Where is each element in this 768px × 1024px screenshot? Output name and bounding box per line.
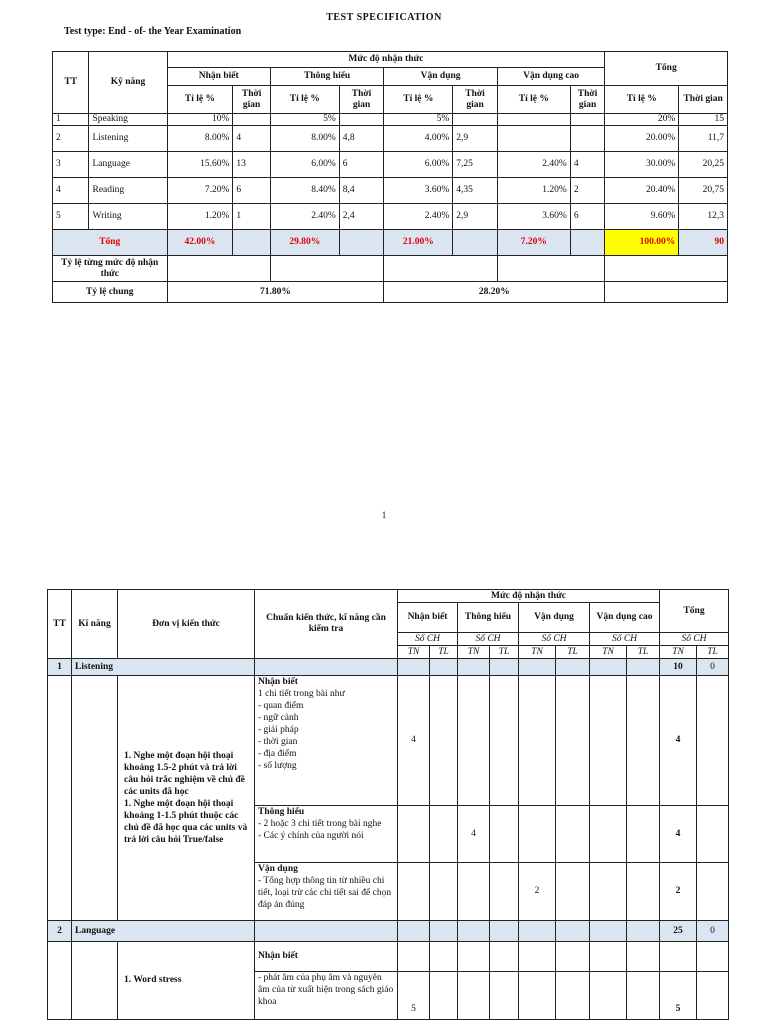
row-time: 6 (233, 178, 270, 204)
ratio-each-cell (270, 256, 383, 282)
row-pct: 5% (384, 114, 453, 126)
empty-cell (519, 972, 556, 1020)
empty-cell (627, 659, 660, 676)
t2-header-total: Tổng (660, 590, 729, 633)
row-time: 4 (570, 152, 604, 178)
standard-line: - địa điểm (258, 749, 297, 759)
row-time (570, 114, 604, 126)
row-skill: Language (89, 152, 167, 178)
empty-cell (430, 863, 458, 921)
row-pct: 20% (605, 114, 679, 126)
empty-cell (458, 921, 490, 942)
section-total-tl: 0 (697, 659, 729, 676)
row-skill: Listening (89, 126, 167, 152)
section-tt: 2 (48, 921, 72, 942)
empty-cell (627, 676, 660, 806)
section-total-tn: 10 (660, 659, 697, 676)
empty-cell (590, 863, 627, 921)
row-time (233, 114, 270, 126)
empty-cell (490, 676, 519, 806)
row-pct: 8.00% (167, 126, 233, 152)
section-tt: 1 (48, 659, 72, 676)
row-pct (497, 126, 570, 152)
t2-tn: TN (398, 646, 430, 659)
row-time: 20,75 (679, 178, 728, 204)
sub-pct: Tỉ lệ % (270, 86, 339, 114)
row-time: 2,9 (453, 204, 498, 230)
t2-tn: TN (590, 646, 627, 659)
empty-cell (519, 676, 556, 806)
ratio-each-label: Tỷ lệ từng mức độ nhận thức (53, 256, 168, 282)
row-pct (497, 114, 570, 126)
empty-cell (398, 921, 430, 942)
empty-cell (458, 863, 490, 921)
listening-standard-recognition (255, 676, 398, 806)
total-value: 4 (660, 676, 697, 806)
empty-cell (697, 806, 729, 863)
row-pct: 5% (270, 114, 339, 126)
total-value: 2 (660, 863, 697, 921)
row-time (453, 114, 498, 126)
sub-time: Thời gian (233, 86, 270, 114)
t2-so-ch: Số CH (660, 633, 729, 646)
listening-standard-comprehension (255, 806, 398, 863)
t2-tl: TL (697, 646, 729, 659)
row-time: 15 (679, 114, 728, 126)
empty-cell (48, 676, 72, 921)
t2-header-unit: Đơn vị kiến thức (118, 590, 255, 659)
value-cell: 4 (458, 806, 490, 863)
empty-cell (72, 942, 118, 1020)
empty-cell (519, 659, 556, 676)
row-time: 2 (570, 178, 604, 204)
standard-line: - thời gian (258, 737, 298, 747)
t2-header-level: Mức độ nhận thức (398, 590, 660, 603)
ratio-each-cell (384, 256, 497, 282)
section-skill: Language (72, 921, 255, 942)
empty-cell (590, 659, 627, 676)
header-level-2: Thông hiểu (270, 68, 383, 86)
row-tt: 3 (53, 152, 89, 178)
empty-cell (255, 659, 398, 676)
row-time: 4 (233, 126, 270, 152)
empty-cell (430, 921, 458, 942)
row-pct: 1.20% (167, 204, 233, 230)
sub-time: Thời gian (679, 86, 728, 114)
total-cell (570, 230, 604, 256)
t2-header-tt: TT (48, 590, 72, 659)
sub-time: Thời gian (453, 86, 498, 114)
ratio-all-right: 28.20% (384, 282, 605, 303)
level-head: Nhận biết (255, 942, 398, 972)
empty-cell (556, 942, 590, 972)
total-cell (233, 230, 270, 256)
language-standard-line: - phát âm của phụ âm và nguyên âm của từ xuất hiện trong sách giáo khoa (255, 972, 398, 1020)
empty-cell (519, 921, 556, 942)
empty-cell (490, 806, 519, 863)
empty-cell (398, 806, 430, 863)
skill-row (53, 152, 728, 178)
empty-cell (660, 942, 697, 972)
ratio-each-cell (497, 256, 604, 282)
standard-line: - giải pháp (258, 725, 299, 735)
row-pct: 15.60% (167, 152, 233, 178)
row-pct: 6.00% (270, 152, 339, 178)
row-time: 4,8 (339, 126, 384, 152)
total-cell-grand: 100.00% (605, 230, 679, 256)
row-skill: Reading (89, 178, 167, 204)
empty-cell (556, 921, 590, 942)
row-pct: 20.40% (605, 178, 679, 204)
t2-tl: TL (556, 646, 590, 659)
sub-time: Thời gian (339, 86, 384, 114)
empty-cell (490, 659, 519, 676)
row-pct: 20.00% (605, 126, 679, 152)
t2-so-ch: Số CH (398, 633, 458, 646)
total-cell (453, 230, 498, 256)
row-pct: 3.60% (384, 178, 453, 204)
row-tt: 5 (53, 204, 89, 230)
row-time: 2,4 (339, 204, 384, 230)
row-time (339, 114, 384, 126)
ratio-each-cell (605, 256, 728, 282)
row-pct: 4.00% (384, 126, 453, 152)
page-number: 1 (381, 510, 387, 520)
empty-cell (430, 942, 458, 972)
empty-cell (430, 806, 458, 863)
total-cell: 7.20% (497, 230, 570, 256)
t2-so-ch: Số CH (519, 633, 590, 646)
row-skill: Writing (89, 204, 167, 230)
empty-cell (519, 942, 556, 972)
row-pct: 9.60% (605, 204, 679, 230)
standard-line: - ngữ cảnh (258, 713, 299, 723)
empty-cell (697, 972, 729, 1020)
standard-line: - số lượng (258, 761, 297, 771)
row-time: 6 (339, 152, 384, 178)
empty-cell (72, 676, 118, 921)
empty-cell (627, 972, 660, 1020)
row-pct: 2.40% (384, 204, 453, 230)
row-time: 2,9 (453, 126, 498, 152)
skill-row (53, 204, 728, 230)
sub-pct: Tỉ lệ % (497, 86, 570, 114)
ratio-all-label: Tỷ lệ chung (53, 282, 168, 303)
value-cell: 4 (398, 676, 430, 806)
total-cell (339, 230, 384, 256)
empty-cell (590, 921, 627, 942)
empty-cell (458, 659, 490, 676)
row-pct: 6.00% (384, 152, 453, 178)
header-level: Mức độ nhận thức (167, 52, 605, 68)
row-pct: 30.00% (605, 152, 679, 178)
row-pct: 8.40% (270, 178, 339, 204)
header-level-3: Vận dụng (384, 68, 497, 86)
empty-cell (697, 863, 729, 921)
empty-cell (398, 942, 430, 972)
level-head: Thông hiểu (258, 807, 305, 817)
standard-line: - 2 hoặc 3 chi tiết trong bài nghe (258, 819, 382, 829)
t2-level-2: Thông hiểu (458, 603, 519, 633)
empty-cell (627, 806, 660, 863)
level-head: Vận dụng (258, 864, 298, 874)
section-total-tl: 0 (697, 921, 729, 942)
t2-so-ch: Số CH (458, 633, 519, 646)
empty-cell (255, 921, 398, 942)
empty-cell (556, 972, 590, 1020)
row-time: 12,3 (679, 204, 728, 230)
ratio-all-left: 71.80% (167, 282, 384, 303)
row-skill: Speaking (89, 114, 167, 126)
header-level-1: Nhận biết (167, 68, 270, 86)
section-total-tn: 25 (660, 921, 697, 942)
row-time (570, 126, 604, 152)
header-total: Tổng (605, 52, 728, 86)
header-skill: Kỹ năng (89, 52, 167, 114)
sub-time: Thời gian (570, 86, 604, 114)
t2-level-3: Vận dụng (519, 603, 590, 633)
value-cell: 5 (398, 972, 430, 1020)
knowledge-matrix-table (47, 589, 729, 1020)
row-time: 13 (233, 152, 270, 178)
empty-cell (398, 659, 430, 676)
t2-tn: TN (458, 646, 490, 659)
empty-cell (590, 806, 627, 863)
t2-header-standard: Chuẩn kiến thức, kĩ năng cần kiểm tra (255, 590, 398, 659)
standard-line: - quan điểm (258, 701, 304, 711)
empty-cell (590, 942, 627, 972)
empty-cell (627, 942, 660, 972)
t2-tn: TN (519, 646, 556, 659)
empty-cell (458, 676, 490, 806)
t2-tl: TL (627, 646, 660, 659)
standard-line: - Các ý chính của người nói (258, 831, 364, 841)
empty-cell (430, 659, 458, 676)
header-level-4: Vận dụng cao (497, 68, 604, 86)
listening-standard-application (255, 863, 398, 921)
t2-level-1: Nhận biết (398, 603, 458, 633)
row-time: 7,25 (453, 152, 498, 178)
row-time: 20,25 (679, 152, 728, 178)
total-cell: 29.80% (270, 230, 339, 256)
empty-cell (556, 659, 590, 676)
document-title: TEST SPECIFICATION (326, 12, 442, 23)
skill-row (53, 114, 728, 126)
ratio-each-cell (167, 256, 270, 282)
empty-cell (627, 863, 660, 921)
row-tt: 1 (53, 114, 89, 126)
total-cell-time: 90 (679, 230, 728, 256)
row-time: 4,35 (453, 178, 498, 204)
ratio-all-empty (605, 282, 728, 303)
row-pct: 3.60% (497, 204, 570, 230)
empty-cell (48, 942, 72, 1020)
empty-cell (430, 972, 458, 1020)
total-cell: 21.00% (384, 230, 453, 256)
standard-line: 1 chi tiết trong bài như (258, 689, 345, 699)
row-pct: 8.00% (270, 126, 339, 152)
language-unit: 1. Word stress (118, 942, 255, 1020)
row-time: 11,7 (679, 126, 728, 152)
section-skill: Listening (72, 659, 255, 676)
t2-tl: TL (430, 646, 458, 659)
empty-cell (590, 676, 627, 806)
t2-tl: TL (490, 646, 519, 659)
test-type: Test type: End - of- the Year Examination (64, 26, 242, 37)
empty-cell (490, 863, 519, 921)
row-time: 6 (570, 204, 604, 230)
empty-cell (490, 972, 519, 1020)
total-label: Tổng (53, 230, 168, 256)
empty-cell (556, 863, 590, 921)
row-tt: 4 (53, 178, 89, 204)
test-spec-table (52, 51, 728, 303)
skill-row (53, 178, 728, 204)
row-pct: 7.20% (167, 178, 233, 204)
empty-cell (697, 942, 729, 972)
t2-so-ch: Số CH (590, 633, 660, 646)
empty-cell (556, 676, 590, 806)
row-time: 8,4 (339, 178, 384, 204)
empty-cell (490, 921, 519, 942)
listening-unit: 1. Nghe một đoạn hội thoại khoảng 1.5-2 phút và trả lời câu hỏi trắc nghiệm về chủ đề các units đã học 1. Nghe một đoạn hội thoại khoảng 1-1.5 phút thuộc các chủ đề đã học qua các units và trả lời câu hỏi True/false (118, 676, 255, 921)
empty-cell (519, 806, 556, 863)
total-cell: 42.00% (167, 230, 233, 256)
value-cell: 2 (519, 863, 556, 921)
total-value: 5 (660, 972, 697, 1020)
row-pct: 10% (167, 114, 233, 126)
empty-cell (458, 942, 490, 972)
standard-line: - Tổng hợp thông tin từ nhiều chi tiết, loại trừ các chi tiết sai để chọn đáp án đúng (258, 876, 392, 910)
empty-cell (590, 972, 627, 1020)
empty-cell (627, 921, 660, 942)
total-value: 4 (660, 806, 697, 863)
empty-cell (430, 676, 458, 806)
level-head: Nhận biết (258, 677, 298, 687)
empty-cell (697, 676, 729, 806)
row-tt: 2 (53, 126, 89, 152)
sub-pct: Tỉ lệ % (167, 86, 233, 114)
row-time: 1 (233, 204, 270, 230)
header-tt: TT (53, 52, 89, 114)
empty-cell (556, 806, 590, 863)
empty-cell (490, 942, 519, 972)
empty-cell (398, 863, 430, 921)
row-pct: 2.40% (497, 152, 570, 178)
t2-tn: TN (660, 646, 697, 659)
skill-row (53, 126, 728, 152)
row-pct: 1.20% (497, 178, 570, 204)
t2-header-skill: Kĩ năng (72, 590, 118, 659)
row-pct: 2.40% (270, 204, 339, 230)
t2-level-4: Vận dụng cao (590, 603, 660, 633)
sub-pct: Tỉ lệ % (605, 86, 679, 114)
sub-pct: Tỉ lệ % (384, 86, 453, 114)
empty-cell (458, 972, 490, 1020)
